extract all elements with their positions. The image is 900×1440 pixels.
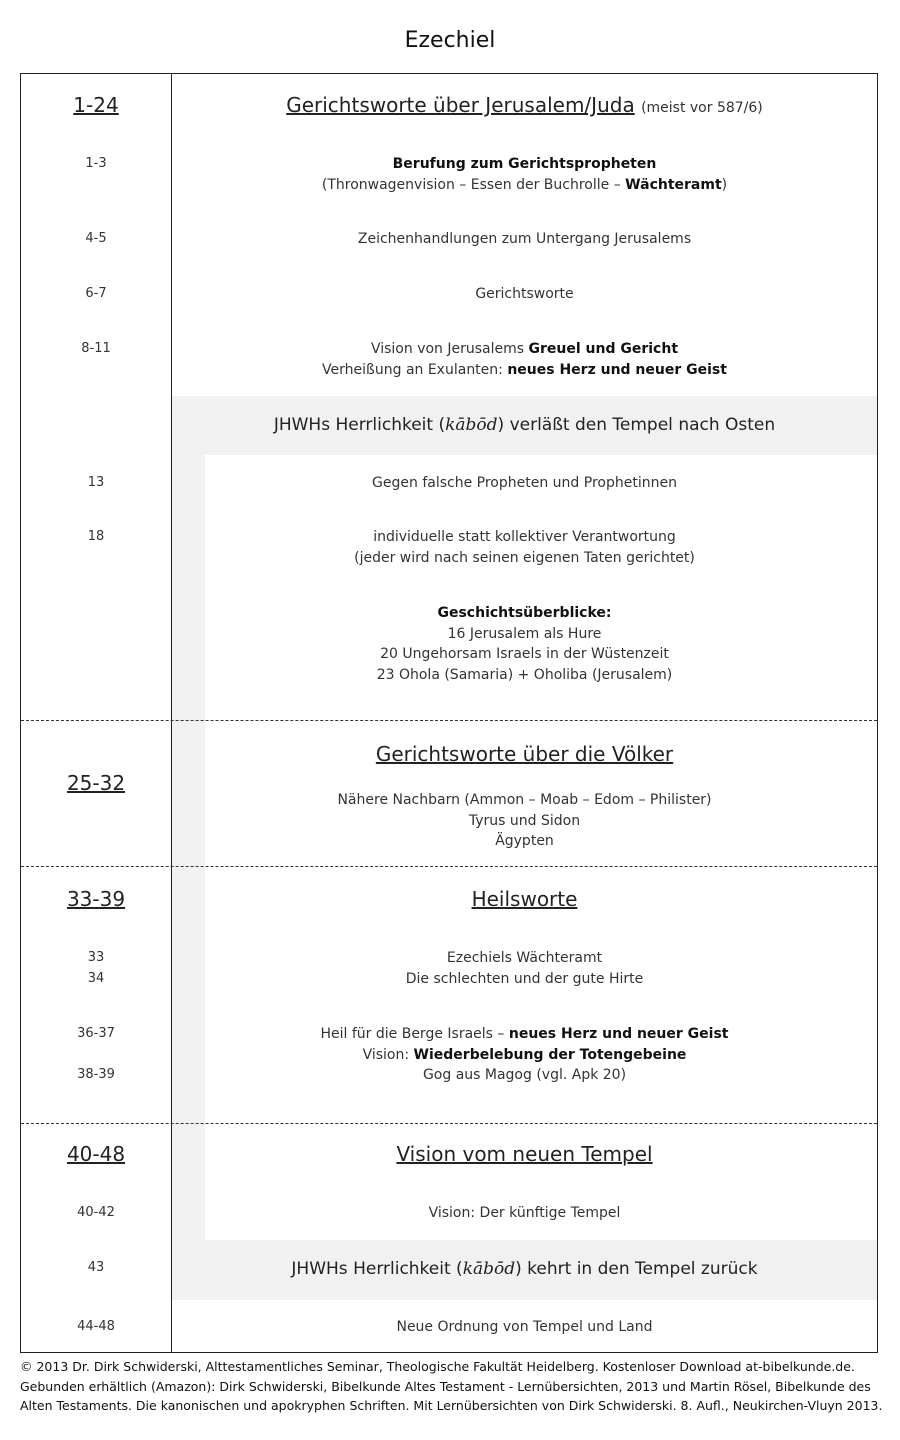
entry-sign-acts: Zeichenhandlungen zum Untergang Jerusalems [357, 231, 692, 247]
text-part-bold: Wächteramt [625, 176, 722, 193]
chapter-ref: 40-42 [77, 1205, 115, 1220]
chapter-ref: 43 [87, 1260, 105, 1275]
text-part: Verheißung an Exulanten: [322, 361, 508, 378]
chapter-ref: 36-37 [77, 1026, 115, 1041]
entry-new-order: Neue Ordnung von Tempel und Land [396, 1319, 653, 1335]
glory-departs-line [172, 415, 877, 435]
section-divider-3 [21, 1123, 877, 1124]
entry-line: Geschichtsüberblicke: [437, 605, 612, 621]
text-part: Vision von Jerusalems [370, 341, 529, 357]
text-part: JHWHs Herrlichkeit ( [273, 415, 446, 435]
entry-individual-responsibility [172, 527, 877, 568]
glory-returns-line [172, 1259, 877, 1279]
chapter-ref: 6-7 [85, 286, 107, 301]
text-part: Heil für die Berge Israels – [320, 1026, 509, 1042]
entry-line: (jeder wird nach seinen eigenen Taten gerichtet) [354, 549, 695, 566]
text-part-bold: Greuel und Gericht [528, 341, 679, 357]
entry-line: Die schlechten und der gute Hirte [405, 970, 644, 987]
text-part: ) [721, 176, 728, 193]
section-divider-1 [21, 720, 877, 721]
entry-line: Ezechiels Wächteramt [446, 950, 603, 966]
entry-line: Tyrus und Sidon [468, 812, 581, 829]
entry-line: Berufung zum Gerichtspropheten [392, 156, 657, 172]
entry-line: 23 Ohola (Samaria) + Oholiba (Jerusalem) [376, 666, 673, 683]
entry-line: Nähere Nachbarn (Ammon – Moab – Edom – Philister) [337, 792, 712, 808]
section-heading-salvation: Heilsworte [471, 887, 578, 911]
text-part-italic: kābōd [462, 1259, 516, 1279]
entry-line: Gog aus Magog (vgl. Apk 20) [422, 1067, 627, 1083]
page-title: Ezechiel [404, 28, 496, 53]
entry-history-overviews [172, 603, 877, 685]
section-range-33-39: 33-39 [66, 887, 126, 911]
section-range-1-24: 1-24 [73, 93, 119, 117]
chapter-ref: 38-39 [77, 1067, 115, 1082]
text-part: ) kehrt in den Tempel zurück [515, 1259, 758, 1279]
entry-line: Ägypten [495, 833, 554, 849]
entry-line [172, 1024, 877, 1045]
footer-line: © 2013 Dr. Dirk Schwiderski, Alttestamentliches Seminar, Theologische Fakultät Heidelberg. Kostenloser Download at-bibelkunde.de. [20, 1359, 855, 1374]
entry-nations-list [172, 790, 877, 852]
chapter-ref: 13 [87, 475, 105, 490]
section-heading-new-temple: Vision vom neuen Tempel [396, 1142, 653, 1166]
entry-false-prophets: Gegen falsche Propheten und Prophetinnen [372, 475, 677, 491]
chapter-ref: 34 [87, 971, 105, 986]
chapter-ref: 4-5 [85, 231, 107, 246]
footer-line: Gebunden erhältlich (Amazon): Dirk Schwiderski, Bibelkunde Altes Testament - Lernübersichten, 2013 und Martin Rösel, Bibelkunde des [20, 1378, 871, 1394]
chapter-ref: 8-11 [81, 341, 111, 356]
entry-line [172, 360, 877, 381]
entry-line: 20 Ungehorsam Israels in der Wüstenzeit [380, 646, 669, 662]
text-part-italic: kābōd [445, 415, 498, 435]
entry-watchman-shepherd [172, 948, 877, 989]
entry-salvation-mountains [172, 1024, 877, 1086]
entry-line: individuelle statt kollektiver Verantwortung [373, 529, 676, 545]
chapter-ref: 1-3 [85, 156, 107, 171]
section-range-40-48: 40-48 [66, 1142, 126, 1166]
section-divider-2 [21, 866, 877, 867]
section-heading-nations: Gerichtsworte über die Völker [375, 742, 674, 766]
heading-text: Gerichtsworte über Jerusalem/Juda [286, 93, 635, 117]
copyright-footer [20, 1357, 895, 1416]
entry-line [172, 1045, 877, 1066]
section-heading-judgment-jerusalem [172, 93, 877, 117]
text-part: ) verläßt den Tempel nach Osten [497, 415, 776, 435]
text-part: JHWHs Herrlichkeit ( [291, 1259, 463, 1279]
entry-calling [172, 154, 877, 195]
text-part-bold: Wiederbelebung der Totengebeine [413, 1046, 687, 1063]
entry-line [172, 175, 877, 196]
entry-judgment-words: Gerichtsworte [475, 286, 574, 302]
chapter-ref: 18 [87, 529, 105, 544]
chapter-ref: 33 [87, 950, 105, 965]
text-part-bold: neues Herz und neuer Geist [508, 1026, 729, 1042]
entry-line [172, 339, 877, 360]
entry-future-temple: Vision: Der künftige Tempel [428, 1205, 621, 1221]
section-range-25-32: 25-32 [66, 771, 126, 795]
entry-line: 16 Jerusalem als Hure [447, 625, 602, 642]
entry-vision-abominations [172, 339, 877, 380]
chapter-ref: 44-48 [77, 1319, 115, 1334]
text-part-bold: neues Herz und neuer Geist [507, 361, 727, 378]
heading-note: (meist vor 587/6) [641, 100, 763, 116]
footer-line: Alten Testaments. Die kanonischen und apokryphen Schriften. Mit Lernübersichten von Dirk Schwiderski. 8. Aufl., Neukirchen-Vluyn 2013. [20, 1398, 883, 1413]
text-part: Vision: [362, 1046, 414, 1063]
text-part: (Thronwagenvision – Essen der Buchrolle – [321, 176, 626, 193]
